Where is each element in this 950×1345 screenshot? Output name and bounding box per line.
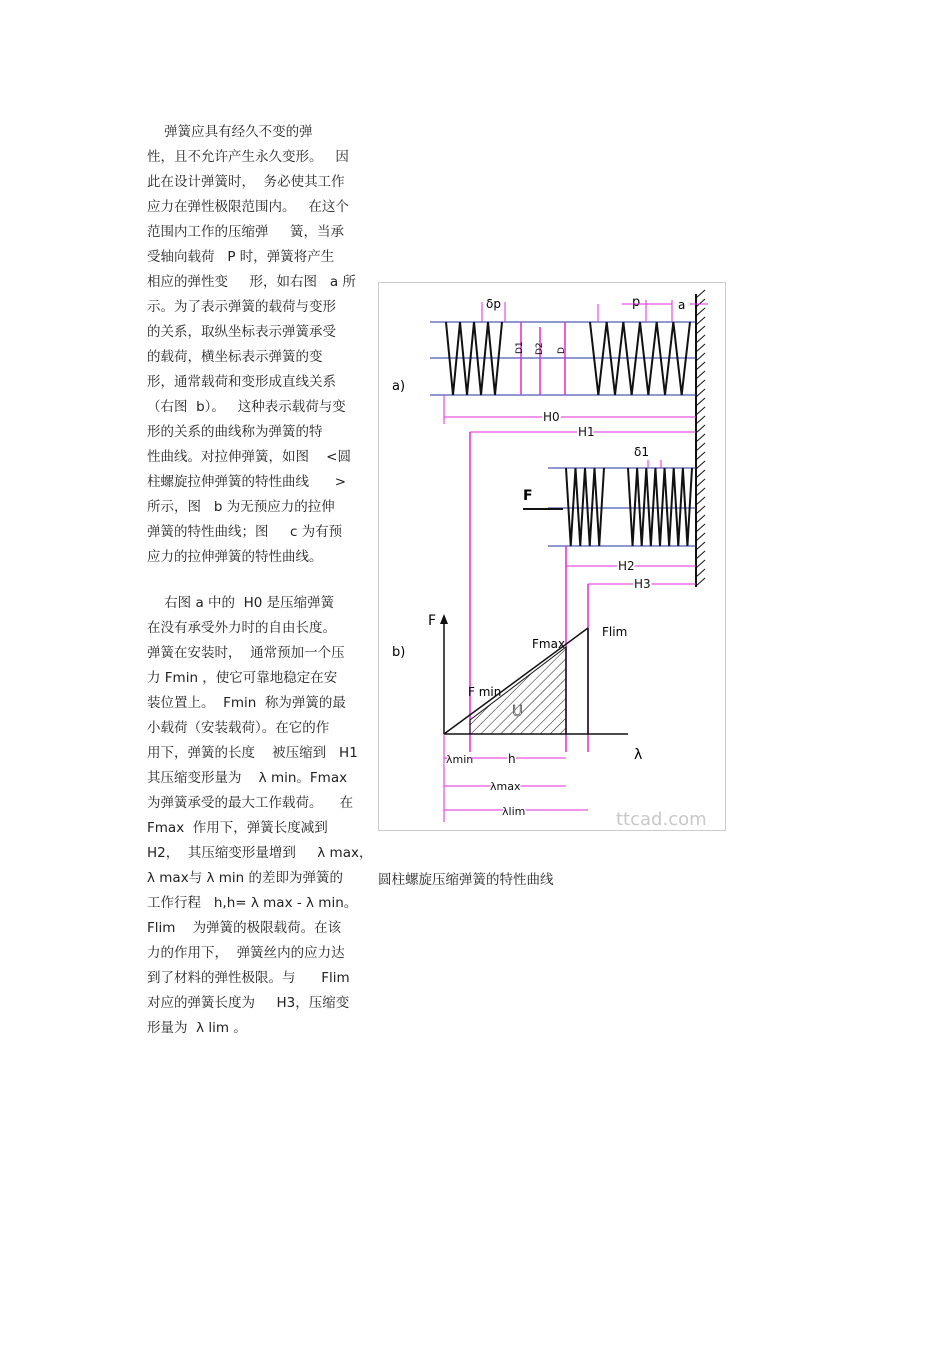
text-line: 示。为了表示弹簧的载荷与变形 [147, 299, 336, 315]
text-line: 所示，图 b 为无预应力的拉伸 [147, 499, 335, 515]
paragraph-h0-fmin-fmax-flim [147, 591, 377, 1041]
label-d2: D2 [535, 342, 545, 355]
text-line: 应力在弹性极限范围内。 在这个 [147, 199, 349, 215]
text-line: 力的作用下， 弹簧丝内的应力达 [147, 945, 345, 961]
label-p: p [632, 295, 641, 310]
text-line: 的关系，取纵坐标表示弹簧承受 [147, 324, 336, 340]
text-line: 性曲线。对拉伸弹簧，如图 <圆 [147, 449, 351, 465]
text-line: 此在设计弹簧时， 务必使其工作 [147, 174, 345, 190]
text-line: H2， 其压缩变形量增到 λ max， [147, 845, 373, 861]
text-line: 的载荷，横坐标表示弹簧的变 [147, 349, 323, 365]
label-h1: H1 [578, 425, 595, 439]
text-line: 受轴向载荷 P 时，弹簧将产生 [147, 249, 335, 265]
text-line: （右图 b）。 这种表示载荷与变 [147, 399, 346, 415]
label-h2: H2 [618, 559, 635, 573]
text-line: 为弹簧承受的最大工作载荷。 在 [147, 795, 354, 811]
text-line: 柱螺旋拉伸弹簧的特性曲线 > [147, 474, 347, 490]
text-line: λ max与 λ min 的差即为弹簧的 [147, 870, 344, 886]
label-h: h [508, 752, 516, 766]
text-line: 右图 a 中的 H0 是压缩弹簧 [147, 595, 335, 611]
text-line: 弹簧的特性曲线；图 c 为有预 [147, 524, 343, 540]
text-line: 应力的拉伸弹簧的特性曲线。 [147, 549, 323, 565]
text-line: 工作行程 h,h= λ max - λ min。 [147, 895, 358, 911]
text-line: 形量为 λ lim 。 [147, 1020, 247, 1036]
text-line: 弹簧应具有经久不变的弹 [147, 124, 313, 140]
label-h3: H3 [634, 577, 651, 591]
label-a: a) [392, 379, 406, 394]
text-line: 性，且不允许产生永久变形。 因 [147, 149, 349, 165]
text-line: Flim 为弹簧的极限载荷。在该 [147, 920, 342, 936]
paragraph-spring-elastic-limit [147, 120, 377, 570]
text-line: 形，通常载荷和变形成直线关系 [147, 374, 336, 390]
label-fmin: F min [468, 685, 502, 699]
text-line: 对应的弹簧长度为 H3，压缩变 [147, 995, 350, 1011]
label-flim: Flim [602, 625, 628, 639]
axis-f-label: F [428, 613, 437, 629]
text-line: 力 Fmin ，使它可靠地稳定在安 [147, 670, 338, 686]
text-line: Fmax 作用下，弹簧长度减到 [147, 820, 328, 836]
label-lambda-max: λmax [490, 780, 521, 793]
text-line: 小载荷（安装载荷）。在它的作 [147, 720, 330, 736]
label-b: b) [392, 645, 406, 660]
text-line: 其压缩变形量为 λ min。Fmax [147, 770, 348, 786]
figure-caption: 圆柱螺旋压缩弹簧的特性曲线 [378, 872, 554, 888]
label-delta1: δ1 [634, 445, 649, 459]
label-lambda-min: λmin [446, 753, 474, 766]
text-line: 到了材料的弹性极限。与 Flim [147, 970, 350, 986]
label-d1: D1 [515, 341, 525, 354]
watermark: ttcad.com [616, 809, 707, 830]
text-line: 用下，弹簧的长度 被压缩到 H1 [147, 745, 358, 761]
label-delta-p: δp [486, 297, 501, 311]
label-d: D [557, 347, 567, 354]
text-line: 装位置上。 Fmin 称为弹簧的最 [147, 695, 346, 711]
text-line: 在没有承受外力时的自由长度。 [147, 620, 336, 636]
spring-characteristic-figure [378, 282, 726, 831]
text-line: 范围内工作的压缩弹 簧，当承 [147, 224, 344, 240]
text-line: 相应的弹性变 形，如右图 a 所 [147, 274, 356, 290]
text-line: 形的关系的曲线称为弹簧的特 [147, 424, 323, 440]
label-a-gap: a [678, 298, 686, 312]
label-u: U [512, 702, 523, 720]
label-force: F [523, 488, 533, 504]
text-line: 弹簧在安装时， 通常预加一个压 [147, 645, 345, 661]
label-h0: H0 [543, 410, 560, 424]
label-fmax: Fmax [532, 637, 566, 651]
axis-lambda-label: λ [634, 747, 643, 763]
label-lambda-lim: λlim [502, 805, 526, 818]
